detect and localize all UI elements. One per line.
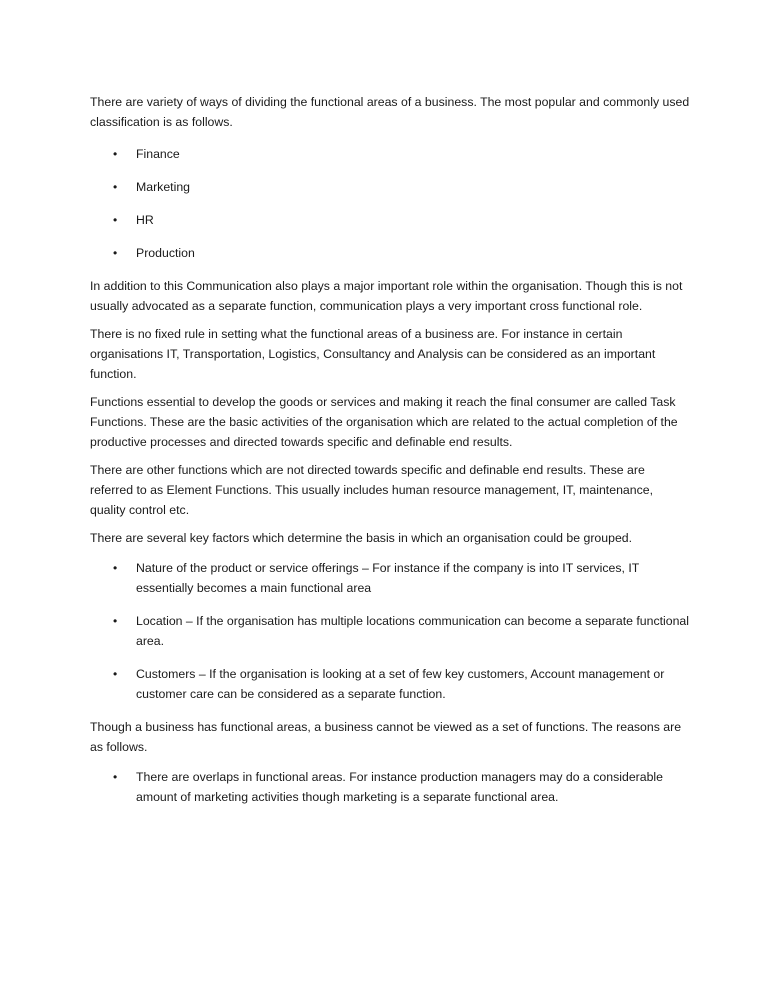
document-page (90, 92, 690, 820)
element-functions-paragraph: There are other functions which are not directed towards specific and definable end results. These are referred to as Element Functions. This usually includes human resource management, IT, maintenance, quality control etc. (90, 463, 653, 517)
reasons-paragraph: Though a business has functional areas, a business cannot be viewed as a set of functions. The reasons are as follows. (90, 720, 682, 754)
list-item (90, 210, 690, 230)
list-item-text: Production (136, 246, 195, 260)
list-item-text: Customers – If the organisation is looking at a set of few key customers, Account management or customer care can be considered as a separate function. (136, 667, 665, 701)
key-factors-paragraph: There are several key factors which determine the basis in which an organisation could be grouped. (90, 531, 633, 545)
list-item-text: Nature of the product or service offerings – For instance if the company is into IT services, IT essentially becomes a main functional area (136, 561, 640, 595)
list-item (90, 144, 690, 164)
intro-paragraph: There are variety of ways of dividing the functional areas of a business. The most popular and commonly used classification is as follows. (90, 95, 690, 129)
list-item (90, 611, 690, 651)
list-item (90, 664, 690, 704)
bullet-icon: • (113, 614, 118, 628)
bullet-icon: • (113, 213, 118, 227)
no-fixed-rule-paragraph: There is no fixed rule in setting what the functional areas of a business are. For instance in certain organisations IT, Transportation, Logistics, Consultancy and Analysis can be considered as an important function. (90, 327, 656, 381)
list-item (90, 177, 690, 197)
bullet-icon: • (113, 770, 118, 784)
communication-paragraph: In addition to this Communication also plays a major important role within the organisation. Though this is not usually advocated as a separate function, communication plays a very important cross functional role. (90, 279, 683, 313)
list-item-text: Finance (136, 147, 180, 161)
list-item (90, 243, 690, 263)
list-item-text: Marketing (136, 180, 190, 194)
functional-areas-list (90, 144, 690, 263)
list-item-text: HR (136, 213, 154, 227)
bullet-icon: • (113, 180, 118, 194)
bullet-icon: • (113, 561, 118, 575)
task-functions-paragraph: Functions essential to develop the goods or services and making it reach the final consumer are called Task Functions. These are the basic activities of the organisation which are related to the actual completion of the productive processes and directed towards specific and definable end results. (90, 395, 678, 449)
reasons-list (90, 767, 690, 807)
list-item-text: Location – If the organisation has multiple locations communication can become a separate functional area. (136, 614, 690, 648)
list-item (90, 767, 690, 807)
list-item-text: There are overlaps in functional areas. For instance production managers may do a considerable amount of marketing activities though marketing is a separate functional area. (136, 770, 664, 804)
bullet-icon: • (113, 147, 118, 161)
bullet-icon: • (113, 667, 118, 681)
list-item (90, 558, 690, 598)
bullet-icon: • (113, 246, 118, 260)
key-factors-list (90, 558, 690, 704)
